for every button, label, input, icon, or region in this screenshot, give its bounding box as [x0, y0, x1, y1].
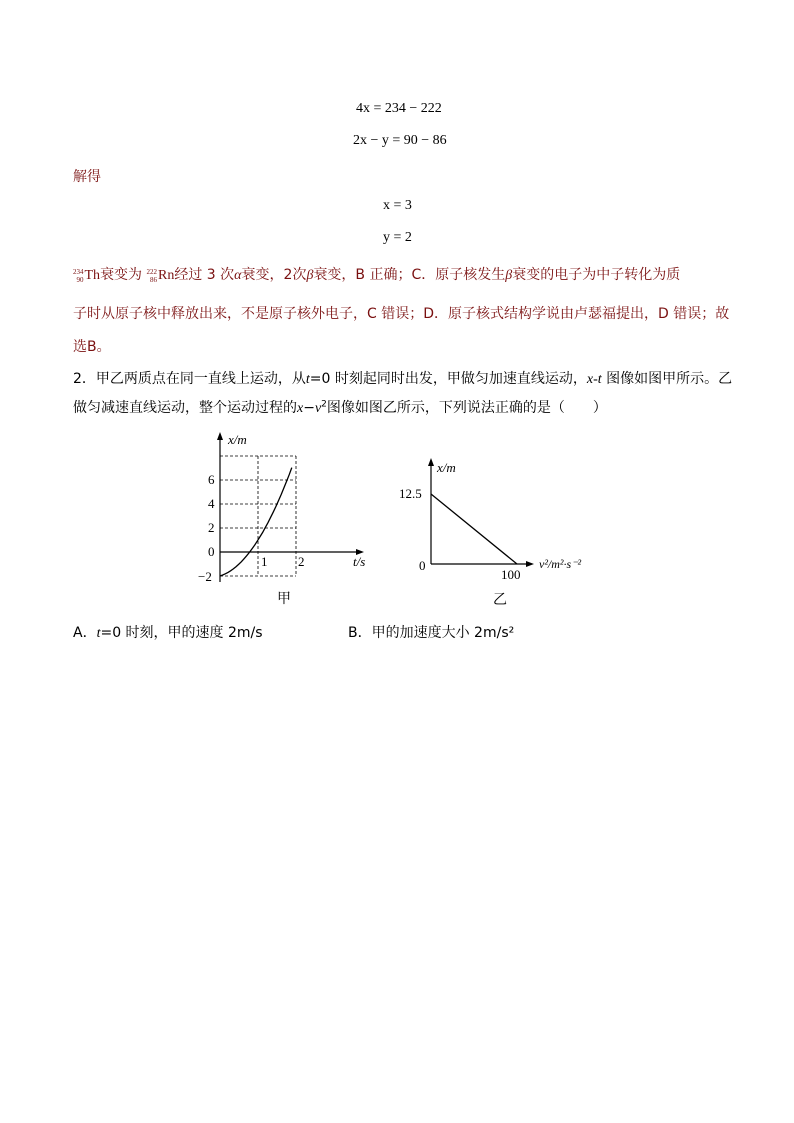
graph-jia [190, 428, 390, 608]
graph-yi-x-label: v²/m²·s⁻² [539, 557, 582, 571]
graph-yi-tick-12-5: 12.5 [399, 486, 422, 501]
graph-jia-tick-t1: 1 [261, 554, 268, 569]
explanation-line-3: 选B。 [73, 339, 111, 355]
solution-y: y = 2 [383, 230, 412, 245]
question-line-1: 2．甲乙两质点在同一直线上运动，从t=0 时刻起同时出发，甲做匀加速直线运动，x-t 图像如图甲所示。乙 [73, 371, 733, 387]
equation-1: 4x = 234 − 222 [356, 101, 442, 116]
graph-jia-tick-neg2: −2 [198, 569, 212, 584]
explanation-line-1: 234 90 Th衰变为 222 86 Rn经过 3 次α衰变，2次β衰变，B 正确；C．原子核发生β衰变的电子为中子转化为质 [73, 267, 681, 284]
nuclide-rn: 222 86 Rn [146, 267, 175, 284]
solve-label: 解得 [73, 169, 101, 185]
graph-yi-tick-100: 100 [501, 567, 521, 582]
graph-yi-y-arrow [428, 458, 434, 466]
option-a[interactable]: A．t=0 时刻，甲的速度 2m/s [73, 625, 263, 641]
option-b[interactable]: B．甲的加速度大小 2m/s² [348, 625, 515, 641]
graph-yi-x-arrow [526, 561, 534, 567]
graph-yi-caption: 乙 [493, 593, 507, 608]
graph-jia-tick-2: 2 [208, 520, 215, 535]
graph-jia-tick-6: 6 [208, 472, 215, 487]
nuclide-th: 234 90 Th [73, 267, 101, 284]
graph-yi-origin: 0 [419, 558, 426, 573]
solution-x: x = 3 [383, 198, 412, 213]
graph-jia-tick-0: 0 [208, 544, 215, 559]
graph-jia-tick-t2: 2 [298, 554, 305, 569]
graph-jia-caption: 甲 [277, 592, 291, 607]
graph-jia-curve [220, 468, 292, 576]
graph-jia-y-arrow [217, 432, 223, 440]
equation-2: 2x − y = 90 − 86 [353, 133, 447, 148]
graph-yi-y-label: x/m [437, 460, 456, 475]
graph-jia-tick-4: 4 [208, 496, 215, 511]
explanation-line-2: 子时从原子核中释放出来，不是原子核外电子，C 错误；D．原子核式结构学说由卢瑟福提出，D 错误；故 [73, 306, 730, 322]
graph-yi-line [431, 494, 517, 564]
graph-jia-grid [220, 456, 296, 576]
question-line-2: 做匀减速直线运动，整个运动过程的$x-v^2$图像如图乙所示，下列说法正确的是（ ） [73, 399, 607, 416]
graph-yi [395, 452, 610, 612]
graph-jia-x-label: t/s [353, 554, 366, 569]
graph-jia-y-label: x/m [228, 432, 247, 447]
